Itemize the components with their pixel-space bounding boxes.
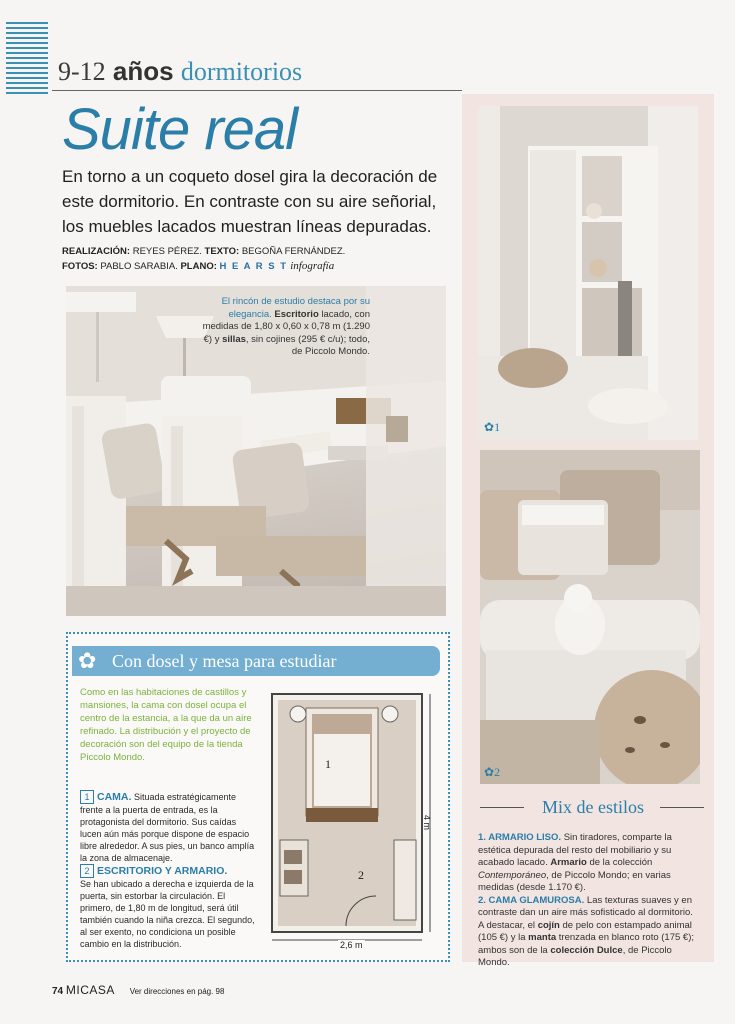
address-reference: Ver direcciones en pág. 98: [129, 987, 225, 996]
infografia-logo: infografía: [290, 260, 335, 272]
floorplan-title: Con dosel y mesa para estudiar: [112, 651, 337, 671]
desk-caption-highlight: El rincón de estudio destaca por su elegancia.: [221, 296, 370, 320]
title-ornament-icon: ✿: [78, 648, 97, 673]
header-stripes-decoration: [6, 22, 48, 94]
realizacion-label: REALIZACIÓN:: [62, 246, 131, 257]
mix-item2-text-a: Las texturas suaves y en contraste dan un aire más sofisticado al dormitorio. A destacar, el: [478, 894, 693, 931]
header-rule: [52, 90, 462, 91]
fotos-value: PABLO SARABIA.: [100, 261, 178, 272]
mix-text: [478, 832, 700, 970]
mix-item2-text-c: trenzada en blanco roto (175 €); ambos son de la: [478, 932, 694, 956]
page-footer: [52, 983, 224, 997]
article-title: Suite real: [62, 97, 298, 162]
item-1-head: CAMA.: [97, 791, 132, 803]
mix-item1-text-a: Sin tiradores, comparte la estética depurada del resto del mobiliario y su acabado lacado.: [478, 832, 672, 868]
section-number: 9-12: [58, 57, 106, 86]
item-2-text: Se han ubicado a derecha e izquierda de la puerta, sin estorbar la circulación. El primero, de 1,80 m de longitud, será útil también cuando la niña crezca. El segundo, al ser exento, no condiciona un posible cambio en la distribución.: [80, 879, 255, 949]
desk-caption-text1: lacado, con medidas de 1,80 x 0,60 x 0,78 m (1.290 €) y: [202, 308, 370, 345]
item-2-head: ESCRITORIO Y ARMARIO.: [97, 865, 228, 877]
plan-mark-1: 1: [325, 757, 331, 771]
article-lead: En torno a un coqueto dosel gira la decoración de este dormitorio. En contraste con su aire señorial, los muebles lacados muestran líneas depuradas.: [62, 167, 438, 236]
fotos-label: FOTOS:: [62, 261, 98, 272]
desk-caption-text2: , sin cojines (295 € c/u); todo, de Piccolo Mondo.: [245, 333, 370, 357]
section-header: [58, 56, 302, 87]
mix-item2-bold-blanket: manta: [528, 932, 557, 943]
mix-item1-text-c: , de Piccolo Mondo; en varias medidas (desde 1.170 €).: [478, 869, 671, 893]
bed-photo: [480, 450, 700, 784]
hearst-logo: H E A R S T: [219, 261, 288, 272]
mix-item1-text-b: de la colección: [589, 857, 653, 868]
mix-item2-bold-cushion: cojín: [537, 919, 560, 931]
wardrobe-photo: [478, 106, 698, 440]
item-1-badge: 1: [80, 790, 94, 804]
mix-item2-text-b: de pelo con estampado animal (105 €) y la: [478, 919, 692, 943]
plan-height-label: 4 m: [422, 815, 432, 831]
plan-width-label: 2,6 m: [340, 940, 363, 950]
mix-item2-bold-collection: colección Dulce: [550, 944, 623, 956]
photo-number-2: [484, 765, 500, 780]
photo-number-1: [484, 420, 500, 435]
plan-mark-2: 2: [358, 868, 364, 882]
section-age-word: años: [112, 56, 174, 86]
floorplan-item-1: [80, 790, 260, 864]
floor-plan-drawing: [266, 690, 438, 952]
floorplan-item-2: [80, 864, 260, 950]
wardrobe-scene-illustration: [478, 106, 698, 440]
section-category: dormitorios: [180, 57, 303, 86]
item-1-text: Situada estratégicamente frente a la puerta de entrada, es la protagonista del dormitorio. Sus caídas lucen aún más porque dispone de espacio libre alrededor. A sus pies, un banco amplía la zona de almacenaje.: [80, 792, 255, 863]
photo-number-2-text: 2: [494, 765, 501, 779]
mix-item2-text-d: , de Piccolo Mondo.: [478, 944, 672, 968]
article-credits: [62, 244, 462, 274]
texto-value: BEGOÑA FERNÁNDEZ.: [241, 246, 346, 257]
desk-caption: [196, 296, 370, 359]
desk-caption-bold-chairs: sillas: [222, 333, 246, 345]
photo-number-1-text: 1: [494, 420, 501, 434]
plano-label: PLANO:: [180, 261, 217, 272]
ornament-icon: ✿: [484, 765, 495, 779]
mix-item2-head: 2. CAMA GLAMUROSA.: [478, 894, 585, 906]
mix-title: Mix de estilos: [542, 797, 644, 817]
floorplan-intro: Como en las habitaciones de castillos y mansiones, la cama con dosel ocupa el centro de la estancia, a la que da un aire refinado. La distribución y el proyecto de decoración son del equipo de la tienda Piccolo Mondo.: [80, 687, 252, 763]
page-number: 74: [52, 986, 64, 997]
mix-item1-bold: Armario: [550, 857, 587, 868]
magazine-name: MICASA: [65, 983, 115, 997]
desk-caption-bold-desk: Escritorio: [274, 308, 319, 320]
ornament-icon: ✿: [484, 420, 495, 434]
mix-item1-collection: Contemporáneo: [478, 869, 547, 881]
realizacion-value: REYES PÉREZ.: [132, 246, 202, 257]
bed-scene-illustration: [480, 450, 700, 784]
item-2-badge: 2: [80, 864, 94, 878]
floor-plan: [266, 690, 438, 952]
texto-label: TEXTO:: [204, 246, 240, 257]
mix-item1-head: 1. ARMARIO LISO.: [478, 832, 562, 843]
